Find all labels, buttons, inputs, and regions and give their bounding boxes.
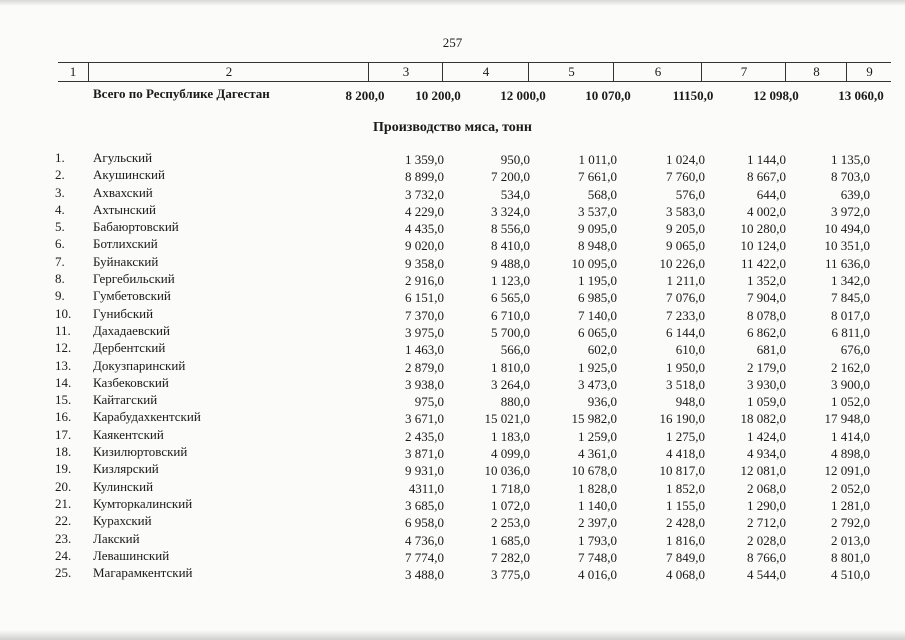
- district-name: Магарамкентский: [93, 565, 193, 581]
- row-number: 18.: [55, 444, 72, 460]
- total-value: 10 200,0: [415, 88, 461, 103]
- district-name: Казбековский: [93, 374, 169, 390]
- row-value: 6 144,0: [666, 324, 705, 340]
- row-value: 1 828,0: [578, 480, 617, 496]
- row-value: 3 930,0: [747, 376, 786, 392]
- row-value: 948,0: [675, 394, 705, 410]
- row-value: 1 024,0: [666, 152, 705, 167]
- row-value: 7 760,0: [666, 169, 705, 185]
- page-number: 257: [442, 35, 463, 50]
- row-number: 17.: [55, 426, 72, 442]
- district-name: Ботлихский: [93, 236, 158, 252]
- district-name: Кизлярский: [93, 461, 159, 477]
- row-value: 10 351,0: [824, 238, 870, 254]
- row-value: 1 275,0: [666, 428, 705, 444]
- row-number: 6.: [55, 236, 65, 252]
- total-value: 13 060,0: [838, 88, 884, 103]
- district-name: Кулинский: [93, 478, 154, 494]
- district-name: Дербентский: [93, 340, 166, 356]
- row-value: 7 200,0: [491, 169, 530, 185]
- row-value: 8 410,0: [491, 238, 530, 254]
- row-value: 3 938,0: [405, 376, 444, 392]
- row-value: 4 099,0: [491, 446, 530, 462]
- row-value: 17 948,0: [824, 411, 870, 427]
- row-value: 1 816,0: [666, 532, 705, 548]
- row-value: 1 342,0: [831, 273, 870, 289]
- row-value: 6 811,0: [831, 324, 870, 340]
- row-value: 2 253,0: [491, 515, 530, 531]
- row-number: 12.: [55, 340, 72, 356]
- row-value: 4 229,0: [405, 203, 444, 219]
- row-value: 9 358,0: [405, 255, 444, 271]
- row-value: 12 081,0: [740, 463, 786, 479]
- row-value: 1 685,0: [491, 532, 530, 548]
- row-value: 4311,0: [408, 480, 444, 496]
- row-value: 880,0: [500, 394, 530, 410]
- row-value: 15 982,0: [571, 411, 617, 427]
- row-value: 4 418,0: [666, 446, 705, 462]
- total-row: [58, 86, 891, 106]
- row-number: 20.: [55, 478, 72, 494]
- district-name: Акушинский: [93, 167, 165, 183]
- row-value: 1 925,0: [578, 359, 617, 375]
- row-value: 6 862,0: [747, 324, 786, 340]
- district-name: Кизилюртовский: [93, 444, 188, 460]
- row-value: 4 435,0: [405, 221, 444, 237]
- row-value: 10 494,0: [824, 221, 870, 237]
- row-number: 1.: [55, 150, 65, 165]
- row-value: 10 226,0: [659, 255, 705, 271]
- total-value: 12 098,0: [753, 88, 799, 103]
- row-value: 11 636,0: [824, 255, 870, 271]
- row-value: 3 264,0: [491, 376, 530, 392]
- row-value: 6 710,0: [491, 307, 530, 323]
- row-number: 16.: [55, 409, 72, 425]
- row-value: 4 898,0: [831, 446, 870, 462]
- row-value: 2 179,0: [747, 359, 786, 375]
- row-number: 19.: [55, 461, 72, 477]
- row-value: 602,0: [587, 342, 617, 358]
- row-value: 7 076,0: [666, 290, 705, 306]
- row-value: 1 195,0: [578, 273, 617, 289]
- row-value: 8 556,0: [491, 221, 530, 237]
- total-value: 10 070,0: [585, 88, 631, 103]
- row-value: 6 151,0: [405, 290, 444, 306]
- total-label: Всего по Республике Дагестан: [93, 86, 270, 101]
- row-value: 3 975,0: [405, 324, 444, 340]
- row-value: 7 845,0: [831, 290, 870, 306]
- row-value: 1 463,0: [405, 342, 444, 358]
- row-value: 9 020,0: [405, 238, 444, 254]
- scan-bottom-edge: [0, 630, 905, 640]
- row-value: 8 801,0: [831, 549, 870, 565]
- column-number: 5: [528, 63, 614, 81]
- row-value: 10 678,0: [571, 463, 617, 479]
- row-number: 11.: [55, 322, 71, 338]
- row-value: 566,0: [500, 342, 530, 358]
- row-number: 23.: [55, 530, 72, 546]
- row-value: 15 021,0: [484, 411, 530, 427]
- column-number: 6: [613, 63, 702, 81]
- row-value: 7 748,0: [578, 549, 617, 565]
- row-value: 975,0: [414, 394, 444, 410]
- row-value: 3 671,0: [405, 411, 444, 427]
- row-number: 5.: [55, 219, 65, 235]
- row-value: 1 144,0: [747, 152, 786, 167]
- row-value: 4 016,0: [578, 567, 617, 583]
- row-value: 7 282,0: [491, 549, 530, 565]
- row-value: 1 059,0: [747, 394, 786, 410]
- row-value: 7 774,0: [405, 549, 444, 565]
- row-value: 1 414,0: [831, 428, 870, 444]
- row-value: 9 065,0: [666, 238, 705, 254]
- column-number-header: [58, 62, 891, 82]
- row-number: 22.: [55, 513, 72, 529]
- district-name: Буйнакский: [93, 253, 159, 269]
- row-value: 16 190,0: [659, 411, 705, 427]
- district-name: Дахадаевский: [93, 322, 170, 338]
- row-value: 4 736,0: [405, 532, 444, 548]
- row-value: 1 183,0: [491, 428, 530, 444]
- column-number: 9: [846, 63, 892, 81]
- district-name: Ахтынский: [93, 201, 156, 217]
- column-number: 8: [785, 63, 847, 81]
- row-value: 8 078,0: [747, 307, 786, 323]
- row-value: 10 124,0: [740, 238, 786, 254]
- district-name: Докузпаринский: [93, 357, 186, 373]
- row-value: 576,0: [675, 186, 705, 202]
- row-value: 9 931,0: [405, 463, 444, 479]
- district-name: Карабудахкентский: [93, 409, 201, 425]
- row-value: 10 817,0: [659, 463, 705, 479]
- row-value: 18 082,0: [740, 411, 786, 427]
- row-value: 1 072,0: [491, 497, 530, 513]
- row-value: 1 052,0: [831, 394, 870, 410]
- row-value: 1 259,0: [578, 428, 617, 444]
- district-name: Ахвахский: [93, 184, 153, 200]
- row-value: 2 397,0: [578, 515, 617, 531]
- row-value: 3 732,0: [405, 186, 444, 202]
- row-value: 1 359,0: [405, 152, 444, 167]
- row-number: 3.: [55, 184, 65, 200]
- row-value: 6 958,0: [405, 515, 444, 531]
- row-value: 1 718,0: [491, 480, 530, 496]
- table-row: [0, 567, 905, 584]
- district-name: Агульский: [93, 150, 153, 165]
- row-value: 1 140,0: [578, 497, 617, 513]
- row-value: 11 422,0: [740, 255, 786, 271]
- row-value: 1 011,0: [578, 152, 617, 167]
- row-value: 8 667,0: [747, 169, 786, 185]
- column-number: 7: [701, 63, 786, 81]
- row-value: 2 162,0: [831, 359, 870, 375]
- row-value: 2 712,0: [747, 515, 786, 531]
- row-value: 8 948,0: [578, 238, 617, 254]
- row-value: 1 290,0: [747, 497, 786, 513]
- row-value: 610,0: [675, 342, 705, 358]
- row-number: 2.: [55, 167, 65, 183]
- row-number: 8.: [55, 271, 65, 287]
- row-value: 5 700,0: [491, 324, 530, 340]
- row-value: 7 849,0: [666, 549, 705, 565]
- row-value: 3 871,0: [405, 446, 444, 462]
- column-number: 4: [442, 63, 529, 81]
- district-name: Бабаюртовский: [93, 219, 179, 235]
- column-number: 3: [368, 63, 443, 81]
- row-value: 1 281,0: [831, 497, 870, 513]
- row-value: 2 428,0: [666, 515, 705, 531]
- row-value: 681,0: [756, 342, 786, 358]
- row-value: 3 775,0: [491, 567, 530, 583]
- row-value: 936,0: [587, 394, 617, 410]
- row-number: 15.: [55, 392, 72, 408]
- row-value: 7 140,0: [578, 307, 617, 323]
- row-value: 568,0: [587, 186, 617, 202]
- row-value: 2 028,0: [747, 532, 786, 548]
- row-value: 1 424,0: [747, 428, 786, 444]
- row-value: 10 036,0: [484, 463, 530, 479]
- row-value: 4 068,0: [666, 567, 705, 583]
- row-value: 3 583,0: [666, 203, 705, 219]
- row-number: 24.: [55, 547, 72, 563]
- row-value: 1 211,0: [666, 273, 705, 289]
- row-value: 2 916,0: [405, 273, 444, 289]
- row-number: 4.: [55, 201, 65, 217]
- row-value: 676,0: [840, 342, 870, 358]
- district-name: Кумторкалинский: [93, 495, 193, 511]
- row-value: 7 370,0: [405, 307, 444, 323]
- district-rows: [0, 152, 905, 584]
- row-value: 4 544,0: [747, 567, 786, 583]
- row-value: 6 565,0: [491, 290, 530, 306]
- row-value: 8 766,0: [747, 549, 786, 565]
- row-value: 8 703,0: [831, 169, 870, 185]
- row-value: 2 879,0: [405, 359, 444, 375]
- total-value: 12 000,0: [500, 88, 546, 103]
- row-value: 3 473,0: [578, 376, 617, 392]
- row-value: 2 013,0: [831, 532, 870, 548]
- row-value: 6 985,0: [578, 290, 617, 306]
- row-value: 3 972,0: [831, 203, 870, 219]
- row-number: 7.: [55, 253, 65, 269]
- row-value: 3 518,0: [666, 376, 705, 392]
- row-value: 3 900,0: [831, 376, 870, 392]
- row-value: 9 488,0: [491, 255, 530, 271]
- row-value: 2 068,0: [747, 480, 786, 496]
- row-value: 10 095,0: [571, 255, 617, 271]
- row-value: 4 510,0: [831, 567, 870, 583]
- row-number: 10.: [55, 305, 72, 321]
- row-value: 1 155,0: [666, 497, 705, 513]
- total-value: 11150,0: [672, 88, 714, 103]
- row-value: 2 052,0: [831, 480, 870, 496]
- row-number: 9.: [55, 288, 65, 304]
- row-number: 14.: [55, 374, 72, 390]
- row-value: 1 810,0: [491, 359, 530, 375]
- row-value: 950,0: [500, 152, 530, 167]
- row-value: 1 793,0: [578, 532, 617, 548]
- district-name: Каякентский: [93, 426, 164, 442]
- row-value: 6 065,0: [578, 324, 617, 340]
- row-value: 9 095,0: [578, 221, 617, 237]
- district-name: Лакский: [93, 530, 140, 546]
- row-value: 12 091,0: [824, 463, 870, 479]
- row-value: 3 488,0: [405, 567, 444, 583]
- scan-top-edge: [0, 0, 905, 6]
- row-value: 2 435,0: [405, 428, 444, 444]
- row-value: 1 135,0: [831, 152, 870, 167]
- row-value: 2 792,0: [831, 515, 870, 531]
- row-number: 21.: [55, 495, 72, 511]
- row-value: 639,0: [840, 186, 870, 202]
- row-value: 8 899,0: [405, 169, 444, 185]
- column-number: 2: [88, 63, 369, 81]
- row-value: 4 361,0: [578, 446, 617, 462]
- district-name: Гумбетовский: [93, 288, 171, 304]
- district-name: Кайтагский: [93, 392, 158, 408]
- row-value: 4 934,0: [747, 446, 786, 462]
- row-value: 10 280,0: [740, 221, 786, 237]
- row-value: 4 002,0: [747, 203, 786, 219]
- row-value: 8 017,0: [831, 307, 870, 323]
- section-title: Производство мяса, тонн: [373, 120, 532, 135]
- row-value: 3 537,0: [578, 203, 617, 219]
- row-value: 644,0: [756, 186, 786, 202]
- row-value: 534,0: [500, 186, 530, 202]
- row-value: 1 352,0: [747, 273, 786, 289]
- row-number: 25.: [55, 565, 72, 581]
- column-number: 1: [69, 64, 77, 79]
- district-name: Курахский: [93, 513, 152, 529]
- row-value: 9 205,0: [666, 221, 705, 237]
- total-value: 8 200,0: [345, 88, 385, 103]
- district-name: Левашинский: [93, 547, 170, 563]
- row-value: 1 950,0: [666, 359, 705, 375]
- district-name: Гергебильский: [93, 271, 175, 287]
- row-value: 3 685,0: [405, 497, 444, 513]
- row-value: 7 233,0: [666, 307, 705, 323]
- district-name: Гунибский: [93, 305, 154, 321]
- row-number: 13.: [55, 357, 72, 373]
- row-value: 7 904,0: [747, 290, 786, 306]
- row-value: 3 324,0: [491, 203, 530, 219]
- row-value: 7 661,0: [578, 169, 617, 185]
- row-value: 1 852,0: [666, 480, 705, 496]
- row-value: 1 123,0: [491, 273, 530, 289]
